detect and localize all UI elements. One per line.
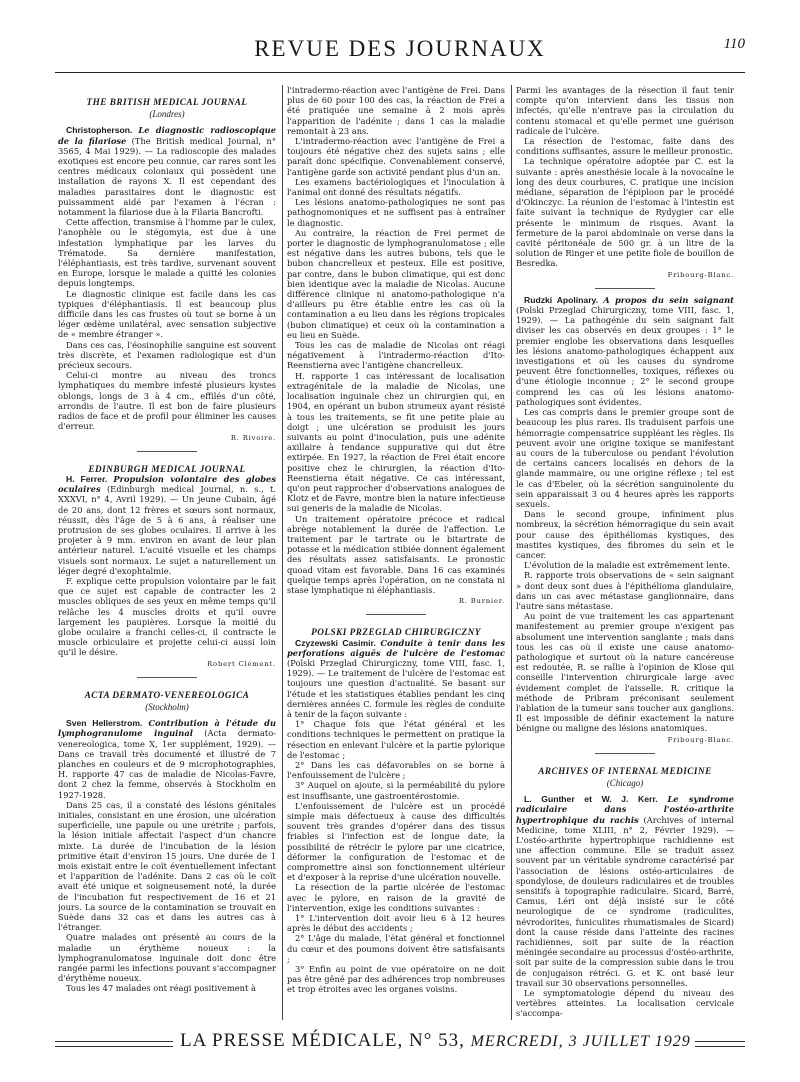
paragraph: l'intradermo-réaction avec l'antigène de Frei. Dans plus de 60 pour 100 des cas, la réaction de Frei a été pratiquée une semaine à 2 mois après l'apparition de l'adénite ; dans 1 cas la maladie remontait à 23 ans. xyxy=(287,85,505,136)
paragraph: Cette affection, transmise à l'homme par le culex, l'anophèle ou le stégomyia, est due à une infestation lymphatique par les larves du Trématode. Sa dernière manifestation, l'éléphantiasis, est très tardive, survenant souvent en Europe, lorsque le malade a quitté les colonies depuis longtemps. xyxy=(58,217,276,289)
journal-heading: ARCHIVES OF INTERNAL MEDICINE xyxy=(538,765,712,776)
author-signature: Fribourg-Blanc. xyxy=(667,735,734,744)
paragraph: Les cas compris dans le premier groupe sont de beaucoup les plus rares. Ils traduisent parfois une hémorragie compensatrice suppléant les règles. Ils peuvent avoir une origine toxique se manifestant au cours de la tuberculose ou pendant l'évolution de certains cancers localisés en dehors de la glande mammaire, ou une origine réflexe ; tel est le cas d'Ebeler, où la sécrétion sanguinolente du sein apparaissait 3 ou 4 heures après les rapports sexuels. xyxy=(516,407,734,509)
paragraph: R. rapporte trois observations de « sein saignant » dont deux sont dues à l'épithélioma glandulaire, dans un cas avec métastase ganglionnaire, dans l'autre sans métastase. xyxy=(516,570,734,611)
paragraph: Dans ces cas, l'éosinophilie sanguine est souvent très discrète, et l'examen radiologique est d'un précieux secours. xyxy=(58,339,276,371)
article-body: (Polski Przeglad Chirurgiczny, tome VIII, fasc. 1, 1929). — Le traitement de l'ulcère de l'estomac est toujours une question d'actualité. Se basant sur l'étude et les statistiques établies pendant les cinq dernières années C. formule les règles de conduite à tenir de la façon suivante : xyxy=(287,657,505,719)
article-author: H. Ferrer. xyxy=(66,473,108,484)
article-author: Sven Hellerstrom. xyxy=(66,718,143,729)
section-separator xyxy=(366,614,426,615)
article-title: A propos du sein saignant xyxy=(603,294,734,305)
article-body: (Polski Przeglad Chirurgiczny, tome VIII, fasc. 1, 1929). — La pathogénie du sein saignant fait diviser les cas observés en deux groupes : 1° le premier englobe les observations dans lesquelles les lésions anatomo-pathologiques échappent aux investigations et où les causes du syndrome peuvent être fonctionnelles, toxiques, réflexes ou d'une étiologie inconnue ; 2° le second groupe comprend les cas où les lésions anatomo-pathologiques sont évidentes. xyxy=(516,305,734,407)
paragraph: 1° Chaque fois que l'état général et les conditions techniques le permettent on pratique la résection en enlevant l'ulcère et la partie pylorique de l'estomac ; xyxy=(287,719,505,760)
footer-ornament-line xyxy=(695,1041,745,1047)
paragraph: Celui-ci montre au niveau des troncs lymphatiques du membre infesté plusieurs kystes oblongs, longs de 3 à 4 cm., effilés d'un côté, arrondis de l'autre. Il est bon de faire plusieurs radios de face et de profil pour éliminer les causes d'erreur. xyxy=(58,370,276,432)
paragraph: Les examens bactériologiques et l'inoculation à l'animal ont donné des résultats négatifs. xyxy=(287,176,505,198)
journal-city: (Chicago) xyxy=(606,778,644,788)
section-separator xyxy=(137,677,197,678)
article-title: Le syndrome radiculaire dans l'ostéo-arthrite hypertrophique du rachis xyxy=(516,794,734,825)
article-body: (Edinburgh medical Journal, n. s., t. XXXVI, n° 4, Avril 1929). — Un jeune Cubain, âgé de 20 ans, dont 12 frères et sœurs sont normaux, réussit, dès l'âge de 5 à 6 ans, à réaliser une protrusion de ses globes oculaires. Il arrive à les projeter à 9 mm. environ en avant de leur plan antérieur naturel. L'acuité visuelle et les champs visuels sont normaux. Le sujet a naturellement un léger degré d'exophtalmie. xyxy=(58,484,276,576)
paragraph: Dans le second groupe, infiniment plus nombreux, la sécrétion hémorragique du sein avait pour cause des épithéliomas kystiques, des mastites kystiques, des fibromes du sein et le cancer. xyxy=(516,509,734,560)
paragraph: L'enfouissement de l'ulcère est un procédé simple mais défectueux à cause des difficultés souvent très grandes d'opérer dans des tissus friables si l'infection est de longue date, la possibilité de rétrécir le pylore par une cicatrice, déformer la configuration de l'estomac et de compromettre ainsi son fonctionnement ultérieur et d'exposer à la reprise d'une ulcération nouvelle. xyxy=(287,800,505,883)
paragraph: Tous les 47 malades ont réagi positivement à xyxy=(66,983,256,994)
author-signature: R. Rivoire. xyxy=(230,433,276,442)
column-divider xyxy=(511,85,512,1020)
running-title: REVUE DES JOURNAUX xyxy=(254,36,546,61)
journal-heading: EDINBURGH MEDICAL JOURNAL xyxy=(88,463,246,474)
column-2 xyxy=(287,85,505,1020)
paragraph: L'évolution de la maladie est extrêmement lente. xyxy=(524,560,730,571)
header-rule xyxy=(55,72,745,73)
author-signature: R. Burnier. xyxy=(458,597,505,606)
paragraph: Les lésions anatomo-pathologiques ne sont pas pathognomoniques et ne suffisent pas à entraîner le diagnostic. xyxy=(287,197,505,228)
paragraph: L'intradermo-réaction avec l'antigène de Frei a toujours été négative chez des sujets sains ; elle paraît donc spécifique. Convenablement conservé, l'antigène garde son activité pendant plus d'un an. xyxy=(287,136,505,177)
paragraph: La résection de la partie ulcérée de l'estomac avec le pylore, en raison de la gravité de l'intervention, exige les conditions suivantes : xyxy=(287,882,505,913)
journal-heading: POLSKI PRZEGLAD CHIRURGICZNY xyxy=(311,627,481,638)
paragraph: 2° L'âge du malade, l'état général et fonctionnel du cœur et des poumons doivent être satisfaisants ; xyxy=(287,933,505,964)
columns xyxy=(58,85,748,1025)
article-lead xyxy=(58,125,276,217)
footer-ornament-line xyxy=(55,1041,173,1047)
article-lead xyxy=(287,638,505,720)
article-body: (Acta dermato-venereologica, tome X, 1er supplément, 1929). — Dans ce travail très documenté et illustré de 7 planches en couleurs et de 9 microphotographies, H. rapporte 47 cas de maladie de Nicolas-Favre, dont 2 chez la femme, observés à Stockholm en 1927-1928. xyxy=(58,728,276,800)
paragraph: Tous les cas de maladie de Nicolas ont réagi négativement à l'intradermo-réaction d'Ito-Reenstierna avec l'antigène chancrelleux. xyxy=(287,340,505,371)
article-lead xyxy=(516,295,734,407)
article-lead xyxy=(516,794,734,988)
paragraph: F. explique cette propulsion volontaire par le fait que ce sujet est capable de contracter les 2 muscles obliques de ses yeux en même temps qu'il relâche les 4 muscles droits et qu'il ouvre largement les paupières. Lorsque la moitié du globe oculaire a franchi celles-ci, il contracte le muscle orbiculaire et projette celui-ci aussi loin qu'il le désire. xyxy=(58,575,276,658)
article-author: L. Gunther et W. J. Kerr. xyxy=(524,794,658,805)
paragraph: Un traitement opératoire précoce et radical abrège notablement la durée de l'affection. Le traitement par le tartrate ou le bitartrate de potasse et la médication stibiée donnent également des résultats assez satisfaisants. Le pronostic quoad vitam est favorable. Dans 16 cas examinés quelque temps après l'opération, on ne constata ni stase lymphatique ni éléphantiasis. xyxy=(287,513,505,595)
paragraph: 3° Auquel on ajoute, si la perméabilité du pylore est insuffisante, une gastroentérostomie. xyxy=(287,780,505,801)
journal-city: (Londres) xyxy=(149,109,185,120)
column-3 xyxy=(516,85,734,1020)
article-author: Rudzki Apolinary. xyxy=(524,294,599,305)
paragraph: La technique opératoire adoptée par C. est la suivante : après anesthésie locale à la novocaïne le long des deux courbures, C. pratique une incision médiane, séparation de l'épiploon par le procédé d'Okinczyc. La réunion de l'estomac à l'intestin est faite suivant la technique de Rydygier car elle présente le minimum de risques. Avant la fermeture de la paroi abdominale on verse dans la cavité péritonéale de 500 gr. à un litre de la solution de Ringer et une petite fiole de bouillon de Besredka. xyxy=(516,156,734,269)
article-body: (Archives of internal Medicine, tome XLIII, n° 2, Février 1929). — L'ostéo-arthrite hypertrophique rachidienne est une affection commune. Elle se traduit assez souvent par un véritable syndrome caractérisé par l'association de lésions ostéo-articulaires de spondylose, de douleurs radiculaires et de troubles sensitifs à topographie radiculaire. Sicard, Barré, Camus, Léri ont déjà insisté sur le côté neurologique de ce syndrome (radiculites, névrodorites, funiculites rhumatismales de Sicard) dont la cause réside dans l'atteinte des racines rachidiennes, soit par suite de la réaction méningée secondaire au processus d'ostéo-arthrite, soit par suite de la compression subie dans le trou de conjugaison rétréci. G. et K. ont basé leur travail sur 30 observations personnelles. xyxy=(516,814,734,988)
column-1 xyxy=(58,85,276,1020)
footer-publication: LA PRESSE MÉDICALE, N° 53, xyxy=(180,1030,465,1051)
column-divider xyxy=(282,85,283,1020)
article-lead xyxy=(58,718,276,800)
article-body: (The British medical Journal, n° 3565, 4 Mai 1929). — La radioscopie des malades exotiques est encore peu connue, car rares sont les centres médicaux coloniaux qui possèdent une installation de rayons X. Il est cependant des maladies parasitaires dont le diagnostic est puissamment aidé par l'examen à l'écran : notamment la filariose due à la Filaria Bancrofti. xyxy=(58,135,276,218)
article-title: Le diagnostic radioscopique de la filariose xyxy=(58,125,276,146)
page-footer xyxy=(55,1030,745,1054)
paragraph: La résection de l'estomac, faite dans des conditions suffisantes, assure le meilleur pronostic. xyxy=(516,136,734,157)
paragraph: H. rapporte 1 cas intéressant de localisation extragénitale de la maladie de Nicolas, une localisation inguinale chez un chirurgien qui, en 1904, en opérant un bubon strumeux ayant résisté à tous les traitements, se fit une petite plaie au doigt ; une ulcération se produisit les jours suivants au point d'inoculation, puis une adénite axillaire à tendance suppurative qui dut être extirpée. En 1927, la réaction de Frei était encore positive chez le chirurgien, la réaction d'Ito-Reenstierna était négative. Ce cas intéressant, qu'on peut rapprocher d'observations analogues de Klotz et de Favre, montre bien la nature infectieuse sui generis de la maladie de Nicolas. xyxy=(287,370,505,514)
section-separator xyxy=(595,288,655,289)
article-title: Propulsion volontaire des globes oculaires xyxy=(58,473,276,495)
page-header xyxy=(55,30,745,70)
paragraph: Au contraire, la réaction de Frei permet de porter le diagnostic de lymphogranulomatose ; elle est négative dans les autres bubons, tels que le bubon chancrelleux et pesteux. Elle est positive, par contre, dans le bubon climatique, qui est donc bien identique avec la maladie de Nicolas. Aucune différence clinique ni anatomo-pathologique n'a d'ailleurs pu être établie entre les cas où la contamination a eu lieu dans les régions tropicales (bubon climatique) et ceux où la contamination a eu lieu en Suède. xyxy=(287,227,505,340)
journal-heading: ACTA DERMATO-VENEREOLOGICA xyxy=(84,689,250,700)
article-title: Contribution à l'étude du lymphogranulome inguinal xyxy=(58,718,276,739)
author-signature: Robert Clément. xyxy=(207,659,276,668)
section-separator xyxy=(595,753,655,754)
paragraph: Le diagnostic clinique est facile dans les cas typiques d'éléphantiasis. Il est beaucoup plus difficile dans les cas frustes où tout se borne à un léger œdème unilatéral, avec sensation subjective de « membre étranger ». xyxy=(58,288,276,340)
paragraph: 1° L'intervention doit avoir lieu 6 à 12 heures après le début des accidents ; xyxy=(287,913,505,934)
article-lead xyxy=(58,474,276,576)
paragraph: Le symptomatologie dépend du niveau des vertèbres atteintes. La localisation cervicale s'accompa- xyxy=(516,988,734,1019)
page-number: 110 xyxy=(723,36,745,52)
paragraph: 2° Dans les cas défavorables on se borne à l'enfouissement de l'ulcère ; xyxy=(287,760,505,781)
paragraph: Dans 25 cas, il a constaté des lésions génitales initiales, consistant en une érosion, une ulcération superficielle, une papule ou une urétrite ; parfois, la lésion initiale affectait l'aspect d'un chancre mixte. La durée de l'incubation de la lésion primitive était d'environ 15 jours. Une durée de 1 mois existait entre le coït éventuellement infectant et l'apparition de l'adénite. Dans 2 cas où le coït avait été unique et soigneusement noté, la durée de l'incubation fut respectivement de 16 et 21 jours. La source de la contamination se trouvait en Suède dans 32 cas et dans les autres cas à l'étranger. xyxy=(58,799,276,933)
article-author: Czyzewski Casimir. xyxy=(295,637,376,648)
journal-heading: THE BRITISH MEDICAL JOURNAL xyxy=(86,97,248,107)
paragraph: 3° Enfin au point de vue opératoire on ne doit pas être gêné par des adhérences trop nombreuses et trop étroites avec les organes voisins. xyxy=(287,964,505,995)
footer-date: MERCREDI, 3 JUILLET 1929 xyxy=(470,1033,691,1050)
footer-text xyxy=(180,1030,691,1052)
author-signature: Fribourg-Blanc. xyxy=(667,270,734,279)
journal-city: (Stockholm) xyxy=(145,701,189,712)
article-author: Christopherson. xyxy=(66,125,133,136)
paragraph: Au point de vue traitement les cas appartenant manifestement au premier groupe n'exigent pas absolument une intervention sanglante ; mais dans tous les cas où il existe une cause anatomo-pathologique et surtout où la nature cancéreuse est redoutée, R. se rallie à l'opinion de Klose qui conseille l'intervention chirurgicale large avec évidement complet de l'aisselle. R. critique la méthode de Pribram préconisant seulement l'ablation de la tumeur sans toucher aux ganglions. Il est impossible de définir exactement la nature bénigne ou maligne des lésions anatomiques. xyxy=(516,611,734,734)
paragraph: Quatre malades ont présenté au cours de la maladie un érythème noueux : la lymphogranulomatose inguinale doit donc être rangée parmi les infections pouvant s'accompagner d'érythème noueux. xyxy=(58,932,276,984)
article-title: Conduite à tenir dans les perforations aiguës de l'ulcère de l'estomac xyxy=(287,637,505,658)
section-separator xyxy=(137,451,197,452)
paragraph: Parmi les avantages de la résection il faut tenir compte qu'on intervient dans les tissus non infectés, qu'elle n'entrave pas la circulation du contenu stomacal et qu'elle permet une guérison radicale de l'ulcère. xyxy=(516,85,734,136)
